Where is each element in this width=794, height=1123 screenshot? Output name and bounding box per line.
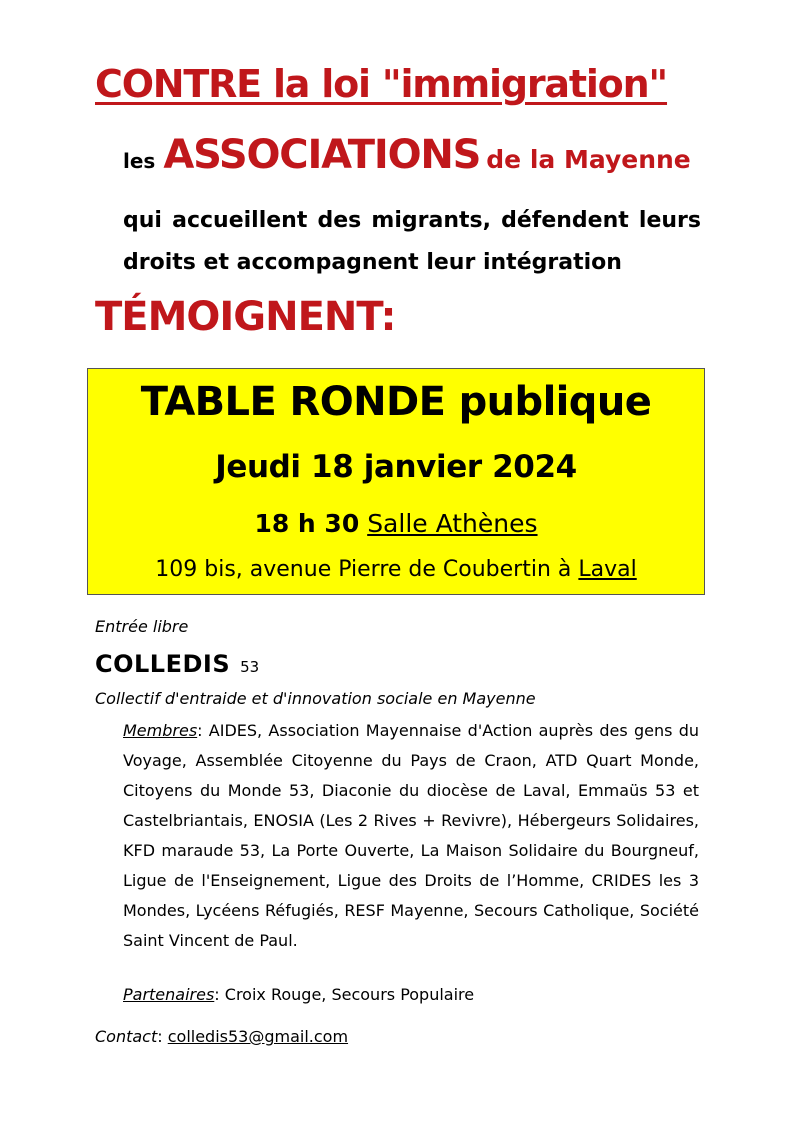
event-date: Jeudi 18 janvier 2024 bbox=[215, 449, 577, 485]
members-paragraph bbox=[123, 716, 699, 956]
associations-line bbox=[123, 132, 691, 178]
associations-prefix: les bbox=[123, 149, 156, 173]
associations-suffix: de la Mayenne bbox=[486, 145, 691, 174]
contact-label: Contact bbox=[95, 1027, 158, 1046]
associations-emphasis: ASSOCIATIONS bbox=[163, 132, 481, 178]
event-city: Laval bbox=[578, 557, 637, 582]
partners-list: : Croix Rouge, Secours Populaire bbox=[214, 985, 475, 1004]
partners-line bbox=[123, 985, 474, 1004]
contact-separator: : bbox=[157, 1027, 168, 1046]
event-street: 109 bis, avenue Pierre de Coubertin à bbox=[155, 557, 572, 582]
organizer bbox=[95, 650, 259, 678]
members-list: : AIDES, Association Mayennaise d'Action auprès des gens du Voyage, Assemblée Citoyenne du Pays de Craon, ATD Quart Monde, Citoyens du Monde 53, Diaconie du diocèse de Laval, Emmaüs 53 et Castelbriantais, ENOSIA (Les 2 Rives + Revivre), Hébergeurs Solidaires, KFD maraude 53, La Porte Ouverte, La Maison Solidaire du Bourgneuf, Ligue de l'Enseignement, Ligue des Droits de l’Homme, CRIDES les 3 Mondes, Lycéens Réfugiés, RESF Mayenne, Secours Catholique, Société Saint Vincent de Paul. bbox=[123, 721, 699, 950]
event-time: 18 h 30 bbox=[254, 509, 360, 538]
contact-email-link[interactable]: colledis53@gmail.com bbox=[167, 1027, 349, 1046]
contact-line bbox=[95, 1027, 348, 1046]
entry-note: Entrée libre bbox=[95, 617, 189, 636]
event-time-venue bbox=[88, 509, 704, 538]
intro-text: qui accueillent des migrants, défendent leurs droits et accompagnent leur intégration bbox=[123, 208, 701, 275]
temoignent-heading: TÉMOIGNENT: bbox=[95, 294, 396, 340]
organizer-full-name: Collectif d'entraide et d'innovation sociale en Mayenne bbox=[95, 689, 536, 708]
organizer-name: COLLEDIS bbox=[95, 650, 231, 678]
page-headline: CONTRE la loi "immigration" bbox=[95, 62, 668, 106]
event-address bbox=[88, 557, 704, 582]
event-box bbox=[87, 368, 705, 595]
organizer-number: 53 bbox=[240, 658, 260, 676]
event-title: TABLE RONDE publique bbox=[140, 379, 652, 425]
members-label: Membres bbox=[123, 721, 198, 740]
partners-label: Partenaires bbox=[123, 985, 215, 1004]
event-venue: Salle Athènes bbox=[367, 509, 538, 538]
